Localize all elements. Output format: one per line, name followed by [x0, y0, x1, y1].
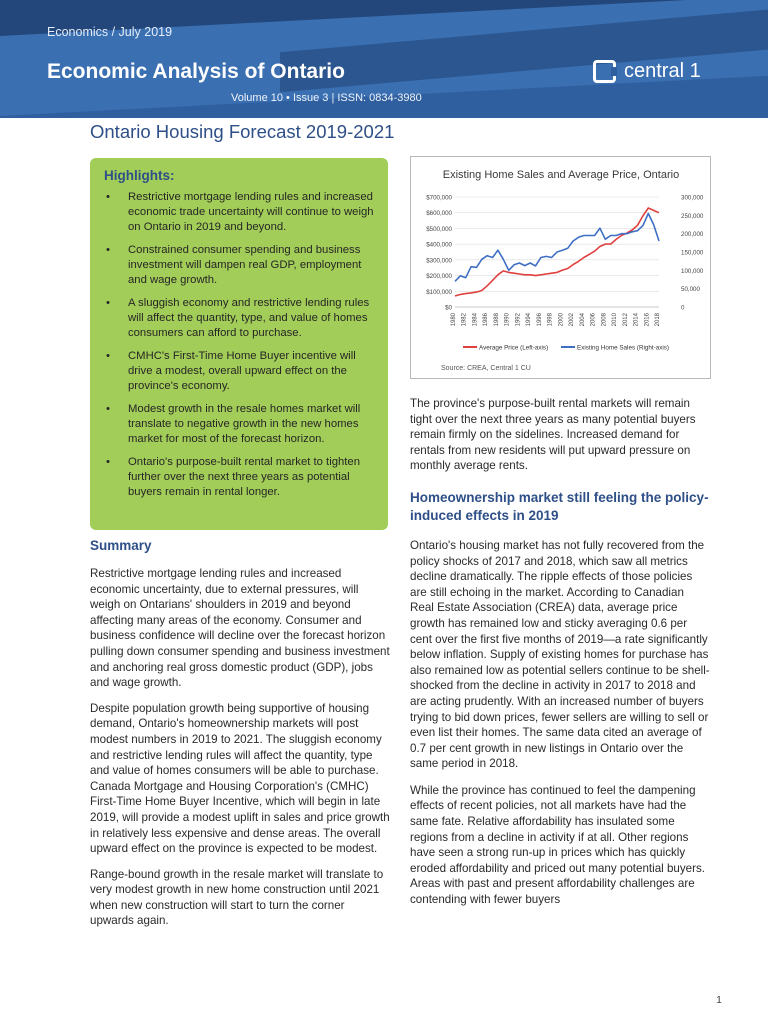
x-axis-tick-label: 1986 [483, 313, 490, 327]
legend-label: Existing Home Sales (Right-axis) [577, 344, 670, 352]
right-axis-tick-label: 250,000 [681, 212, 704, 220]
body-paragraph: While the province has continued to feel the dampening effects of recent policies, not all markets have had the same fate. Relative affordability has insulated some regions from a decline in activity if at all. Other regions have seen a strong run-up in prices which has quickly eroded affordability and priced out many potential buyers. Areas with past and present affordability challenges are contending with fewer buyers [410, 783, 705, 907]
right-axis-tick-label: 0 [681, 304, 685, 312]
highlights-box [90, 158, 388, 530]
highlight-item: • Constrained consumer spending and business investment will dampen real GDP, employment and wage growth. [102, 243, 376, 288]
x-axis-tick-label: 1990 [504, 313, 511, 327]
page-number: 1 [716, 994, 722, 1006]
x-axis-tick-label: 1984 [472, 313, 479, 327]
left-axis-tick-label: $300,000 [426, 257, 452, 265]
x-axis-tick-label: 1994 [526, 313, 533, 327]
right-axis-ticks [681, 195, 704, 312]
body-paragraph: Ontario's housing market has not fully recovered from the policy shocks of 2017 and 2018, which saw all metrics decline dramatically. The ripple effects of those policies are still echoing in the market. According to Canadian Real Estate Association (CREA) data, average price growth has remained low and sticky averaging 0.6 per cent over the first five months of 2019—a rate significantly below inflation. Supply of existing homes for purchase has also remained low as potential sellers continue to be shell-shocked from the decline in activity in 2017 to 2018 and are acting prudently. With an increased number of buyers trying to bid down prices, fewer sellers are willing to sell or even list their homes. The same data cited an average of 0.7 per cent growth in new listings in Ontario over the same period in 2018. [410, 538, 710, 771]
right-axis-tick-label: 150,000 [681, 249, 704, 257]
summary-paragraph: Restrictive mortgage lending rules and increased economic uncertainty, due to external pressures, will weigh on Ontarians' shoulders in 2019 and beyond affecting many areas of the economy. Consumer and business confidence will decline over the forecast horizon pulling down consumer spending and business investment and anchoring real gross domestic product (GDP), jobs and wage growth. [90, 567, 390, 690]
homeownership-heading: Homeownership market still feeling the policy-induced effects in 2019 [410, 489, 709, 523]
x-axis-tick-label: 2000 [558, 313, 565, 327]
left-axis-tick-label: $600,000 [426, 210, 452, 218]
right-axis-tick-label: 300,000 [681, 194, 704, 202]
x-axis-tick-label: 2014 [633, 313, 640, 327]
left-axis-tick-label: $0 [445, 304, 452, 312]
publication-title: Economic Analysis of Ontario [47, 60, 345, 83]
x-axis-tick-label: 1998 [547, 313, 554, 327]
highlight-item: • Restrictive mortgage lending rules and increased economic trade uncertainty will continue to weigh on Ontario in 2019 and beyond. [102, 190, 376, 235]
x-axis-tick-label: 2010 [612, 313, 619, 327]
masthead [0, 0, 768, 118]
x-axis-tick-label: 2006 [590, 313, 597, 327]
left-axis-ticks [426, 195, 452, 312]
breadcrumb: Economics / July 2019 [47, 25, 173, 39]
chart-series [455, 208, 659, 296]
highlight-item: • CMHC's First-Time Home Buyer incentive will drive a modest, overall upward effect on the province's economy. [102, 349, 376, 394]
central1-logo-icon [593, 60, 616, 83]
brand-logo [593, 60, 701, 83]
highlight-item: • Modest growth in the resale homes market will translate to negative growth in the new homes market for most of the forecast horizon. [102, 402, 376, 447]
right-axis-tick-label: 50,000 [681, 286, 700, 294]
rental-paragraph: The province's purpose-built rental markets will remain tight over the next three years as many potential buyers remain firmly on the sidelines. Increased demand for rentals from new residents will put upward pressure on monthly average rents. [410, 397, 696, 473]
highlight-item: • Ontario's purpose-built rental market to tighten further over the next three years as potential buyers remain in rental longer. [102, 455, 376, 500]
home-sales-line [455, 214, 659, 282]
x-axis-tick-label: 1996 [536, 313, 543, 327]
right-axis-tick-label: 200,000 [681, 231, 704, 239]
sales-price-chart [410, 156, 711, 379]
x-axis-tick-label: 1980 [451, 313, 457, 327]
issue-info: Volume 10 • Issue 3 | ISSN: 0834-3980 [231, 92, 422, 104]
summary-heading: Summary [90, 538, 152, 553]
summary-paragraph: Despite population growth being supportive of housing demand, Ontario's homeownership markets will post modest numbers in 2019 to 2021. The sluggish economy and restrictive lending rules will affect the quantity, type and value of homes consumers will be able to purchase. Canada Mortgage and Housing Corporation's (CMHC) First-Time Home Buyer Incentive, which will begin in late 2019, will provide a modest uplift in sales and price growth in relatively less expensive and dense areas. The overall upward effect on the province is expected to be modest. [90, 701, 390, 856]
left-axis-tick-label: $100,000 [426, 288, 452, 296]
highlights-heading: Highlights: [104, 168, 175, 183]
brand-name: central 1 [624, 60, 701, 82]
x-axis-tick-label: 2002 [569, 313, 576, 327]
summary-section [90, 538, 390, 929]
x-axis-ticks [451, 312, 661, 326]
x-axis-tick-label: 2018 [655, 313, 661, 327]
chart-canvas [411, 157, 710, 378]
right-axis-tick-label: 100,000 [681, 267, 704, 275]
x-axis-tick-label: 2008 [601, 313, 608, 327]
chart-source: Source: CREA, Central 1 CU [441, 365, 531, 372]
left-axis-tick-label: $400,000 [426, 241, 452, 249]
left-axis-tick-label: $700,000 [426, 194, 452, 202]
x-axis-tick-label: 2016 [644, 313, 651, 327]
chart-title: Existing Home Sales and Average Price, Ontario [442, 169, 680, 181]
x-axis-tick-label: 2012 [622, 313, 629, 327]
legend-label: Average Price (Left-axis) [479, 344, 549, 352]
document-title: Ontario Housing Forecast 2019-2021 [90, 121, 395, 142]
highlights-list [102, 190, 376, 500]
left-axis-tick-label: $500,000 [426, 225, 452, 233]
x-axis-tick-label: 1988 [493, 313, 500, 327]
summary-paragraph: Range-bound growth in the resale market will translate to very modest growth in new home construction until 2021 when new construction will start to turn the corner upwards again. [90, 867, 384, 928]
highlight-item: • A sluggish economy and restrictive lending rules will affect the quantity, type, and value of homes consumers can afford to purchase. [102, 296, 376, 341]
chart-legend [463, 345, 669, 352]
x-axis-tick-label: 1982 [461, 313, 468, 327]
right-column [410, 396, 710, 908]
left-axis-tick-label: $200,000 [426, 273, 452, 281]
x-axis-tick-label: 1992 [515, 313, 522, 327]
x-axis-tick-label: 2004 [579, 313, 586, 327]
